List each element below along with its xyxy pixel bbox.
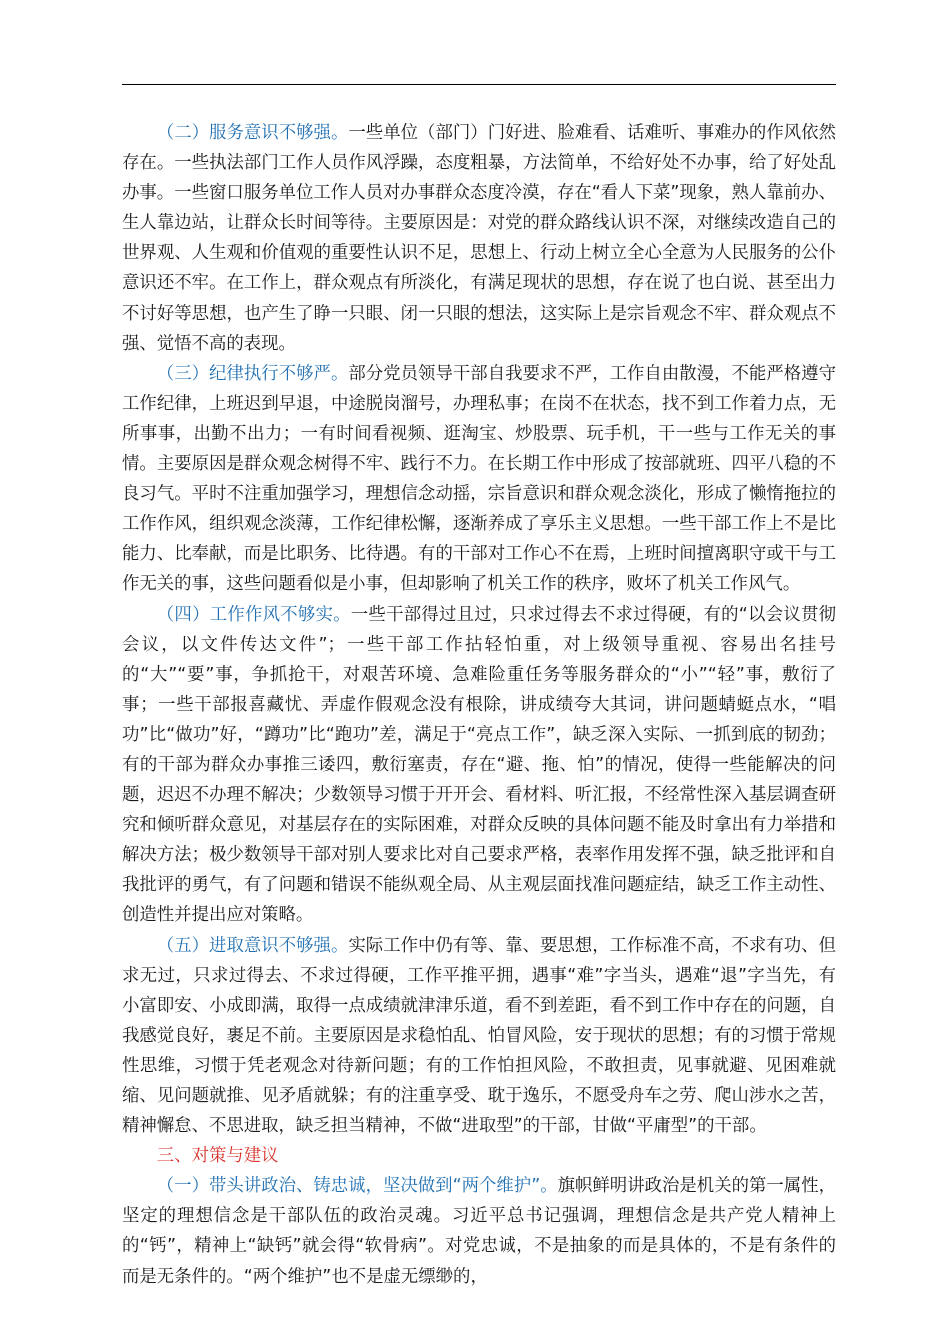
document-body (122, 118, 836, 1292)
paragraph-service-awareness (122, 118, 836, 359)
paragraph-text: 一些干部得过且过，只求过得去不求过得硬，有的“以会议贯彻会议，以文件传达文件”；一些干部工作拈轻怕重，对上级领导重视、容易出名挂号的“大”“要”事，争抓抢干，对艰苦环境、急难险重任务等服务群众的“小”“轻”事，敷衍了事；一些干部报喜藏忧、弄虚作假观念没有根除，讲成绩夸大其词，讲问题蜻蜓点水，“唱功”比“做功”好，“蹲功”比“跑功”差，满足于“亮点工作”，缺乏深入实际、一抓到底的韧劲；有的干部为群众办事推三诿四，敷衍塞责，存在“避、拖、怕”的情况，使得一些能解决的问题，迟迟不办理不解决；少数领导习惯于开开会、看材料、听汇报，不经常性深入基层调查研究和倾听群众意见，对基层存在的实际困难，对群众反映的具体问题不能及时拿出有力举措和解决方法；极少数领导干部对别人要求比对自己要求严格，表率作用发挥不强，缺乏批评和自我批评的勇气，有了问题和错误不能纵观全局、从主观层面找准问题症结，缺乏工作主动性、创造性并提出应对策略。 (122, 604, 836, 926)
paragraph-heading: （二）服务意识不够强。 (156, 123, 349, 143)
header-rule (122, 84, 836, 85)
paragraph-heading: （三）纪律执行不够严。 (156, 363, 349, 384)
paragraph-enterprise (122, 931, 836, 1142)
paragraph-text: 实际工作中仍有等、靠、要思想，工作标准不高，不求有功、但求无过，只求过得去、不求过得硬，工作平推平拥，遇事“难”字当头，遇难“退”字当先，有小富即安、小成即满，取得一点成绩就津津乐道，看不到差距，看不到工作中存在的问题，自我感觉良好，裹足不前。主要原因是求稳怕乱、怕冒风险，安于现状的思想；有的习惯于常规性思维，习惯于凭老观念对待新问题；有的工作怕担风险，不敢担责，见事就避、见困难就缩、见问题就推、见矛盾就躲；有的注重享受、耽于逸乐，不愿受舟车之劳、爬山涉水之苦，精神懈怠、不思进取，缺乏担当精神，不做“进取型”的干部，甘做“平庸型”的干部。 (122, 935, 836, 1137)
paragraph-work-style (122, 600, 836, 931)
paragraph-discipline (122, 359, 836, 600)
section-title: 三、对策与建议 (156, 1146, 279, 1167)
paragraph-heading: （四）工作作风不够实。 (156, 604, 351, 625)
paragraph-politics-loyalty (122, 1171, 836, 1291)
paragraph-text: 一些单位（部门）门好进、脸难看、话难听、事难办的作风依然存在。一些执法部门工作人员作风浮躁，态度粗暴，方法简单，不给好处不办事，给了好处乱办事。一些窗口服务单位工作人员对办事群众态度冷漠，存在“看人下菜”现象，熟人靠前办、生人靠边站，让群众长时间等待。主要原因是：对党的群众路线认识不深，对继续改造自己的世界观、人生观和价值观的重要性认识不足，思想上、行动上树立全心全意为人民服务的公仆意识还不牢。在工作上，群众观点有所淡化，有满足现状的思想，存在说了也白说、甚至出力不讨好等思想，也产生了睁一只眼、闭一只眼的想法，这实际上是宗旨观念不牢、群众观点不强、觉悟不高的表现。 (122, 123, 836, 354)
paragraph-heading: （五）进取意识不够强。 (156, 935, 349, 956)
paragraph-text: 旗帜鲜明讲政治是机关的第一属性，坚定的理想信念是干部队伍的政治灵魂。习近平总书记强调，理想信念是共产党人精神上的“钙”，精神上“缺钙”就会得“软骨病”。对党忠诚，不是抽象的而是具体的，不是有条件的而是无条件的。“两个维护”也不是虚无缥缈的， (122, 1176, 836, 1287)
paragraph-text: 部分党员领导干部自我要求不严，工作自由散漫，不能严格遵守工作纪律，上班迟到早退，中途脱岗溜号，办理私事；在岗不在状态，找不到工作着力点，无所事事，出勤不出力；一有时间看视频、逛淘宝、炒股票、玩手机，干一些与工作无关的事情。主要原因是群众观念树得不牢、践行不力。在长期工作中形成了按部就班、四平八稳的不良习气。平时不注重加强学习，理想信念动摇，宗旨意识和群众观念淡化，形成了懒惰拖拉的工作作风，组织观念淡薄，工作纪律松懈，逐渐养成了享乐主义思想。一些干部工作上不是比能力、比奉献，而是比职务、比待遇。有的干部对工作心不在焉，上班时间擅离职守或干与工作无关的事，这些问题看似是小事，但却影响了机关工作的秩序，败坏了机关工作风气。 (122, 363, 836, 595)
paragraph-heading: （一）带头讲政治、铸忠诚，坚决做到“两个维护”。 (156, 1176, 558, 1197)
